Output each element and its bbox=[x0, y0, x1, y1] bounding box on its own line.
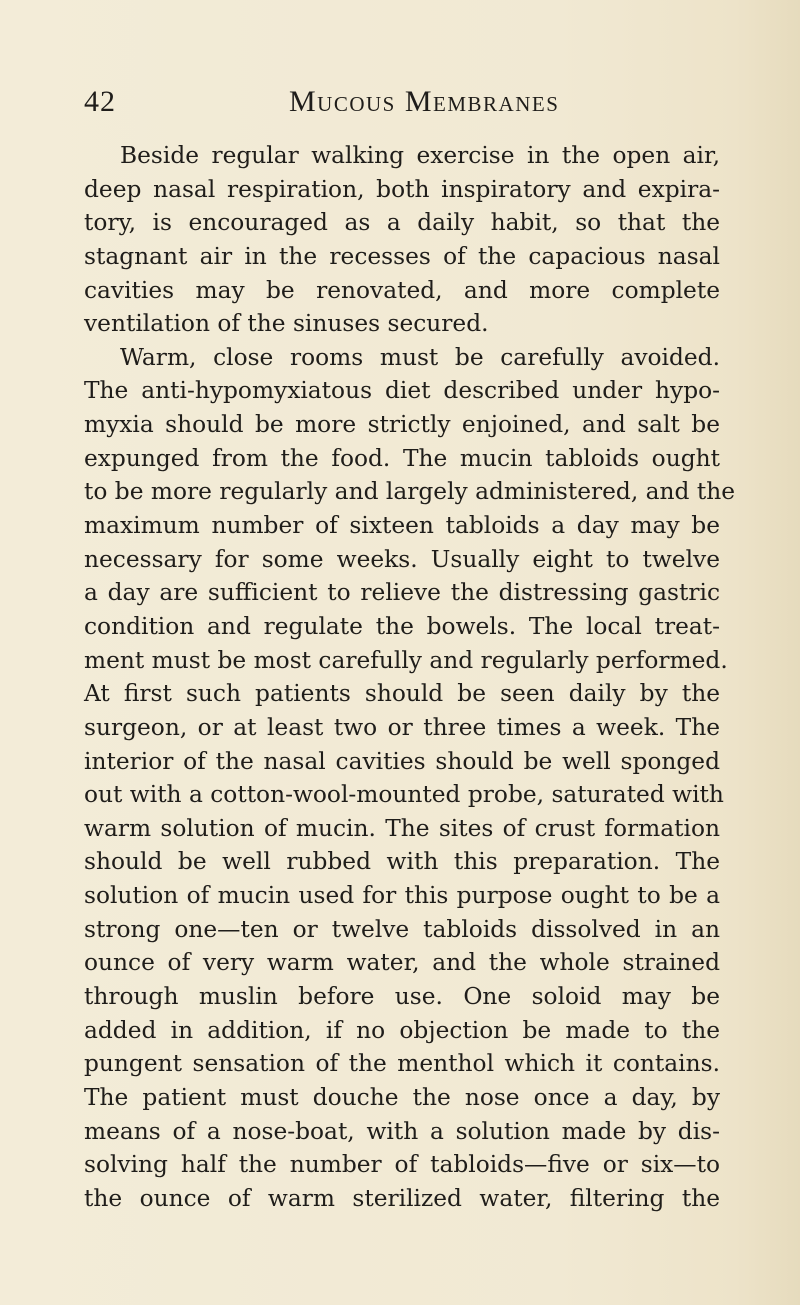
text-line: through muslin before use. One soloid may be bbox=[84, 983, 720, 1011]
running-title: Mucous Membranes bbox=[289, 85, 560, 118]
text-line: out with a cotton-wool-mounted probe, saturated with bbox=[84, 781, 724, 809]
text-line: solving half the number of tabloids—five or six—to bbox=[84, 1151, 720, 1179]
text-line: a day are sufficient to relieve the distressing gastric bbox=[84, 579, 720, 607]
running-head bbox=[84, 82, 724, 122]
text-line: Warm, close rooms must be carefully avoided. bbox=[120, 343, 720, 371]
text-line: means of a nose-boat, with a solution made by dis- bbox=[84, 1117, 720, 1145]
text-line: ment must be most carefully and regularly performed. bbox=[84, 646, 728, 674]
text-line: interior of the nasal cavities should be well sponged bbox=[84, 747, 720, 775]
text-line: strong one—ten or twelve tabloids dissolved in an bbox=[84, 915, 720, 943]
page-number: 42 bbox=[84, 85, 116, 118]
text-line: the ounce of warm sterilized water, filtering the bbox=[84, 1184, 720, 1212]
text-line: stagnant air in the recesses of the capacious nasal bbox=[84, 242, 720, 270]
text-line: Beside regular walking exercise in the open air, bbox=[120, 142, 720, 169]
text-line: should be well rubbed with this preparation. The bbox=[84, 848, 720, 876]
text-line: to be more regularly and largely administered, and the bbox=[84, 478, 736, 506]
body-text bbox=[84, 139, 736, 1216]
text-line: surgeon, or at least two or three times a week. The bbox=[84, 713, 720, 741]
text-line: maximum number of sixteen tabloids a day may be bbox=[84, 512, 720, 540]
text-line: The patient must douche the nose once a day, by bbox=[84, 1083, 720, 1111]
text-line: solution of mucin used for this purpose ought to be a bbox=[84, 882, 720, 910]
text-line: myxia should be more strictly enjoined, and salt be bbox=[84, 411, 720, 439]
text-line: warm solution of mucin. The sites of crust formation bbox=[84, 814, 720, 842]
text-line: ounce of very warm water, and the whole strained bbox=[84, 949, 720, 977]
text-line: necessary for some weeks. Usually eight to twelve bbox=[84, 545, 720, 573]
text-line: deep nasal respiration, both inspiratory and expira- bbox=[84, 175, 720, 203]
text-line: ventilation of the sinuses secured. bbox=[84, 310, 489, 338]
text-line: tory, is encouraged as a daily habit, so that the bbox=[84, 209, 720, 237]
text-line: condition and regulate the bowels. The local treat- bbox=[84, 612, 720, 640]
text-line: added in addition, if no objection be made to the bbox=[84, 1016, 720, 1044]
text-line: expunged from the food. The mucin tabloids ought bbox=[84, 444, 720, 472]
text-line: cavities may be renovated, and more complete bbox=[84, 276, 720, 304]
text-line: At first such patients should be seen daily by the bbox=[84, 680, 720, 708]
text-line: The anti-hypomyxiatous diet described under hypo- bbox=[84, 377, 720, 405]
text-line: pungent sensation of the menthol which it contains. bbox=[84, 1050, 720, 1078]
